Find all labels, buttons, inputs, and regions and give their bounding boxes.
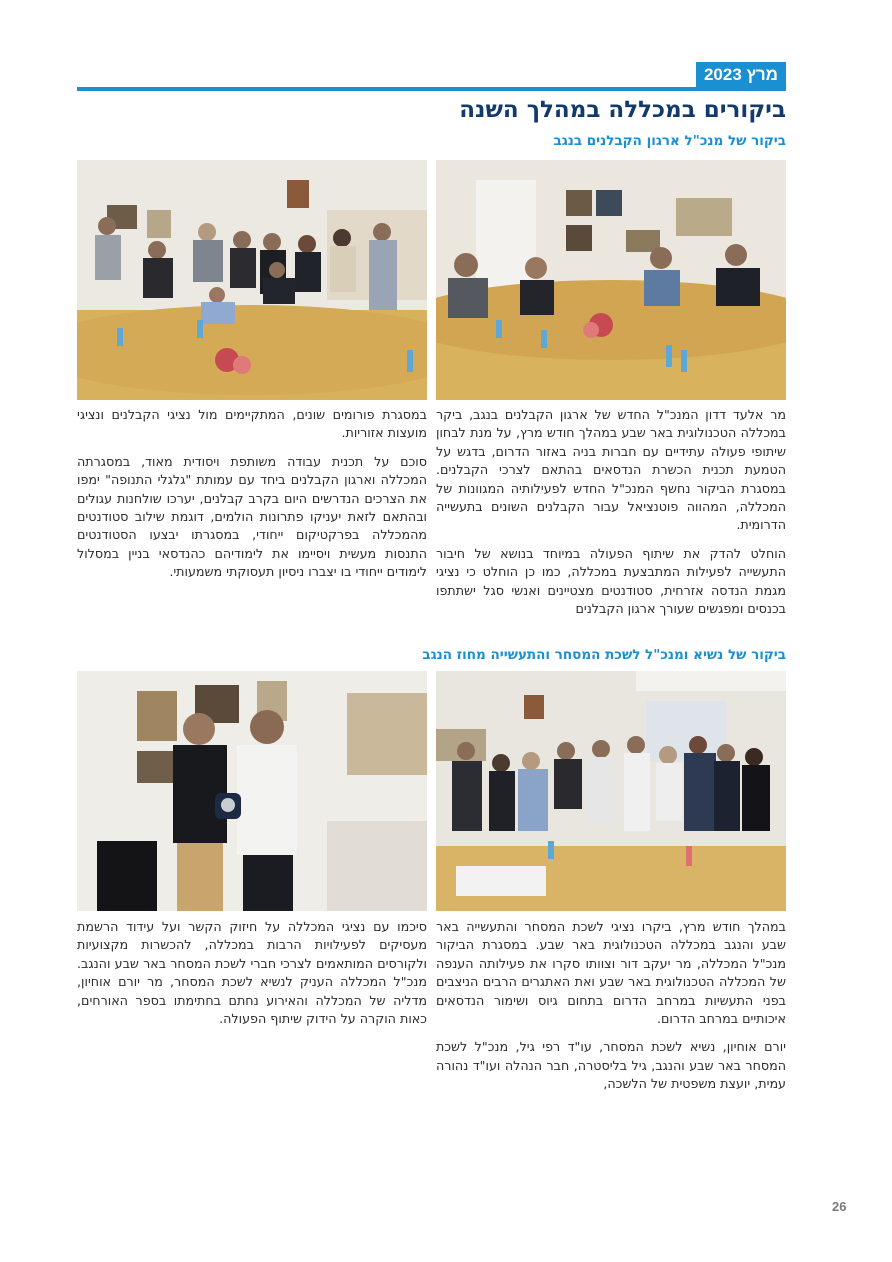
photo-medal-handshake [77, 671, 427, 911]
paragraph: מר אלעד דדון המנכ"ל החדש של ארגון הקבלנים בנגב, ביקר במכללה הטכנולוגית באר שבע במהלך חודש מרץ, על מנת לבחון שיתופי פעולה עתידיים עם חברות בניה באזור הדרום, בדגש על הטמעת תכנית הכשרת הנדסאים בהתאם לצרכי הקבלנים. במסגרת הביקור נחשף המנכ"ל החדש לפעילותיה המגוונות של המכללה, המהווה פוטנציאל עבור הקבלנים השונים בתעשייה הדרומית. [436, 407, 786, 533]
page-title: ביקורים במכללה במהלך השנה [459, 97, 786, 123]
photo-meeting-table [436, 160, 786, 400]
paragraph: סיכמו עם נציגי המכללה על חיזוק הקשר ועל עידוד הרשמת מעסיקים לפעילויות הרבות במכללה, להכשרות מקצועיות ולקורסים המותאמים לצרכי חברי לשכת המסחר באר שבע והנגב. מנכ"ל המכללה העניק לנשיא לשכת המסחר, מר יורם אוחיון, מדליה של המכללה והאירוע נחתם בחתימתו בספר האורחים, כאות הוקרה על הידוק שיתוף הפעולה. [77, 919, 427, 1027]
section-heading-contractors: ביקור של מנכ"ל ארגון הקבלנים בנגב [553, 133, 786, 149]
section1-text-left [77, 406, 427, 592]
paragraph: הוחלט להדק את שיתוף הפעולה במיוחד בנושא של חיבור התעשייה לפעילות המתבצעת במכללה, כמו כן הוחלט כי נציגי מגמת הנדסה אזרחית, סטודנטים מצטיינים ואנשי סגל ישתתפו בכנסים ומפגשים שעורך ארגון הקבלנים [436, 545, 786, 617]
photo-group-contractors [77, 160, 427, 400]
section2-text-left [77, 918, 427, 1038]
date-badge: מרץ 2023 [696, 62, 786, 87]
header-rule [77, 87, 786, 91]
section2-text-right [436, 918, 786, 1104]
section1-text-right [436, 406, 786, 628]
page-number: 26 [832, 1199, 847, 1214]
paragraph: יורם אוחיון, נשיא לשכת המסחר, עו"ד רפי גיל, מנכ"ל לשכת המסחר באר שבע והנגב, גיל בליסטרה, חבר הנהלה ועו"ד נהורה עמית, יועצת משפטית של הלשכה, [436, 1039, 786, 1092]
paragraph: במסגרת פורומים שונים, המתקיימים מול נציגי הקבלנים ונציגי מועצות אזוריות. [77, 407, 427, 441]
section-heading-chamber: ביקור של נשיא ומנכ"ל לשכת המסחר והתעשייה מחוז הנגב [422, 647, 786, 663]
photo-group-chamber [436, 671, 786, 911]
paragraph: במהלך חודש מרץ, ביקרו נציגי לשכת המסחר והתעשייה באר שבע והנגב במכללה הטכנולוגית באר שבע. במסגרת הביקור מנכ"ל המכללה, מר יעקב דור וצוותו סקרו את פעילותה הענפה של המכללה הטכנולוגית באר שבע ואת האתגרים הרבים הניצבים בפני התעשיות במרחב הדרום בתחום גיוס ושימור הנדסאים איכותיים במרחב הדרום. [436, 919, 786, 1027]
paragraph: סוכם על תכנית עבודה משותפת ויסודית מאוד, במסגרתה המכללה וארגון הקבלנים ביחד עם עמותת "גלגלי התנופה" ימפו את הצרכים הנדרשים היום בקרב קבלנים, יערכו שולחנות עגולים ובהתאם לזאת יעניקו פתרונות הולמים, דוגמת שילוב סטודנטים מהמכללה בפרקטיקום ייחודי, במסגרתו יבצעו הסטודנטים התנסות מעשית ויסיימו את לימודיהם כהנדסאי בניין במסלול לימודים ייחודי בו יצברו ניסיון תעסוקתי משמעותי. [77, 453, 427, 580]
